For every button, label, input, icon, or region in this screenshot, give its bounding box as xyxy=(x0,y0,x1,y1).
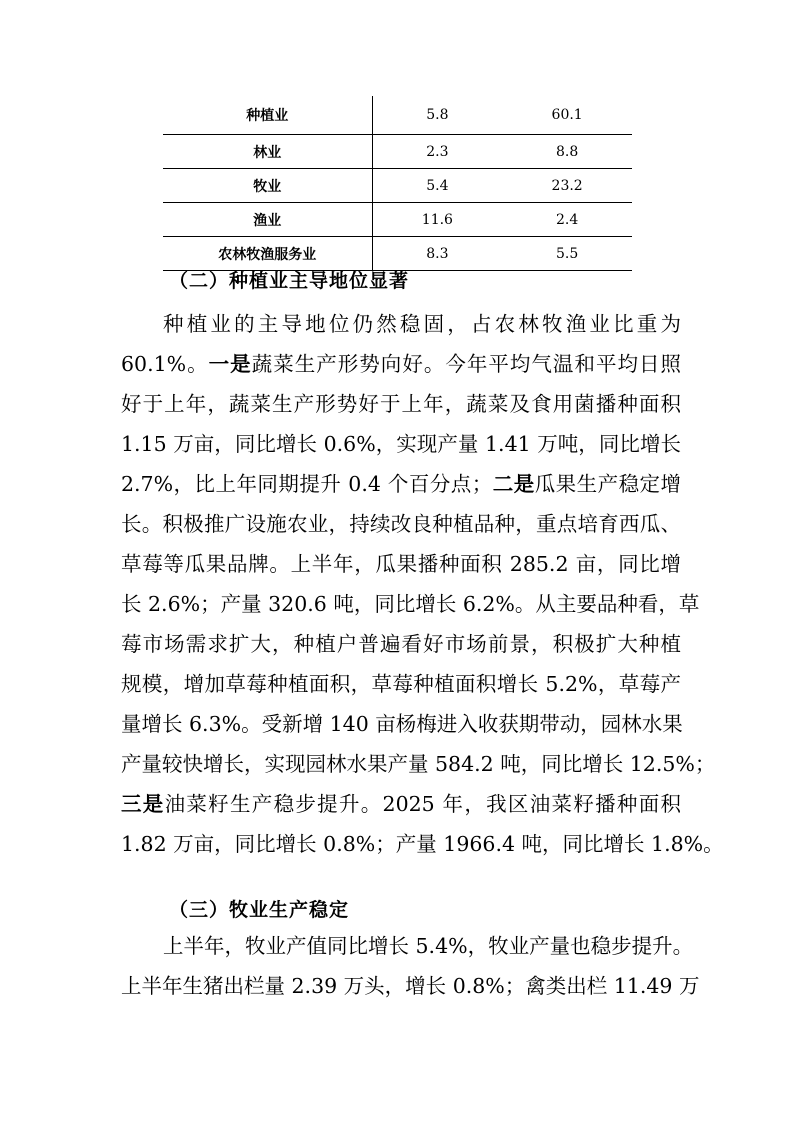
row-value1: 11.6 xyxy=(372,203,502,237)
point-marker: 三是 xyxy=(121,792,165,816)
paragraph-line: 三是油菜籽生产稳步提升。2025 年，我区油菜籽播种面积 xyxy=(121,792,681,816)
table-row xyxy=(163,169,632,203)
paragraph-line: 长 2.6%；产量 320.6 吨，同比增长 6.2%。从主要品种看，草 xyxy=(121,592,700,616)
paragraph-line: 2.7%，比上年同期提升 0.4 个百分点；二是瓜果生产稳定增 xyxy=(121,472,682,496)
row-value1: 2.3 xyxy=(372,135,502,169)
section-heading-planting: （二）种植业主导地位显著 xyxy=(169,270,410,292)
table-row xyxy=(163,96,632,135)
livestock-paragraph xyxy=(121,926,700,1006)
table-row xyxy=(163,203,632,237)
row-value2: 60.1 xyxy=(502,96,632,135)
row-value2: 2.4 xyxy=(502,203,632,237)
row-category: 牧业 xyxy=(163,169,372,203)
paragraph-line: 规模，增加草莓种植面积，草莓种植面积增长 5.2%，草莓产 xyxy=(121,672,681,696)
paragraph-line: 1.82 万亩，同比增长 0.8%；产量 1966.4 吨，同比增长 1.8%。 xyxy=(121,832,724,856)
row-value1: 5.8 xyxy=(372,96,502,135)
output-table xyxy=(163,96,632,271)
row-category: 林业 xyxy=(163,135,372,169)
paragraph-line: 种植业的主导地位仍然稳固，占农林牧渔业比重为 xyxy=(163,312,681,336)
paragraph-line: 莓市场需求扩大，种植户普遍看好市场前景，积极扩大种植 xyxy=(121,632,681,656)
row-value2: 8.8 xyxy=(502,135,632,169)
row-category: 农林牧渔服务业 xyxy=(163,237,372,271)
paragraph-line: 1.15 万亩，同比增长 0.6%，实现产量 1.41 万吨，同比增长 xyxy=(121,432,681,456)
paragraph-line: 草莓等瓜果品牌。上半年，瓜果播种面积 285.2 亩，同比增 xyxy=(121,552,681,576)
row-value1: 5.4 xyxy=(372,169,502,203)
row-category: 渔业 xyxy=(163,203,372,237)
row-value2: 23.2 xyxy=(502,169,632,203)
paragraph-line: 产量较快增长，实现园林水果产量 584.2 吨，同比增长 12.5%； xyxy=(121,752,716,776)
paragraph-line: 上半年，牧业产值同比增长 5.4%，牧业产量也稳步提升。 xyxy=(163,934,694,958)
row-value1: 8.3 xyxy=(372,237,502,271)
planting-paragraph xyxy=(121,304,724,864)
section-heading-livestock: （三）牧业生产稳定 xyxy=(169,899,350,921)
paragraph-line: 好于上年，蔬菜生产形势好于上年，蔬菜及食用菌播种面积 xyxy=(121,392,681,416)
paragraph-line: 长。积极推广设施农业，持续改良种植品种，重点培育西瓜、 xyxy=(121,512,681,536)
data-table xyxy=(163,96,632,271)
row-value2: 5.5 xyxy=(502,237,632,271)
paragraph-line: 上半年生猪出栏量 2.39 万头，增长 0.8%；禽类出栏 11.49 万 xyxy=(121,974,700,998)
point-marker: 二是 xyxy=(492,472,535,496)
row-category: 种植业 xyxy=(163,96,372,135)
point-marker: 一是 xyxy=(208,352,252,376)
paragraph-line: 量增长 6.3%。受新增 140 亩杨梅进入收获期带动，园林水果 xyxy=(121,712,683,736)
paragraph-line: 60.1%。一是蔬菜生产形势向好。今年平均气温和平均日照 xyxy=(121,352,682,376)
table-row xyxy=(163,135,632,169)
